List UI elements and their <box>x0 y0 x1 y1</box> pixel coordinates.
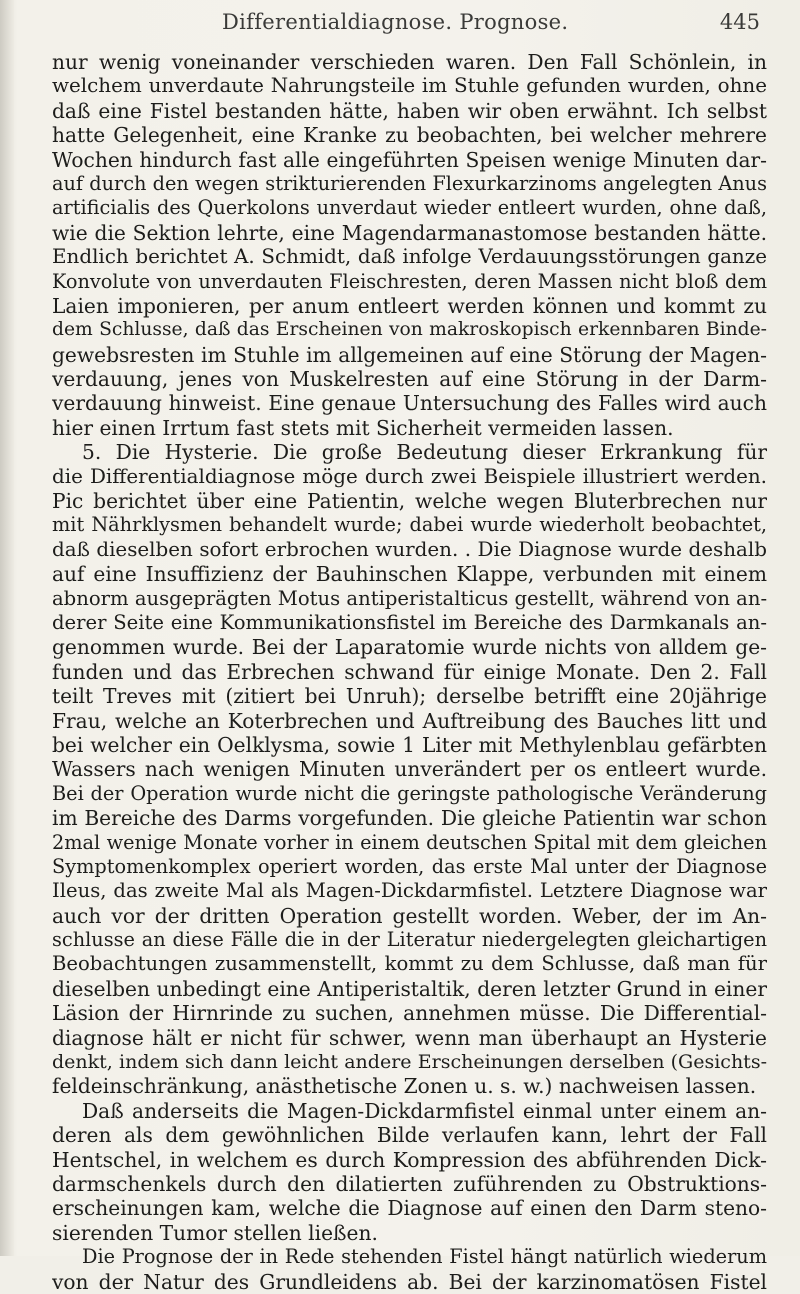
text-line: Bei der Operation wurde nicht die geringste pathologische Veränderung <box>52 781 767 805</box>
text-line: gewebsresten im Stuhle im allgemeinen auf eine Störung der Magen- <box>52 342 767 367</box>
text-line: Symptomenkomplex operiert worden, das erste Mal unter der Diagnose <box>52 854 767 878</box>
text-line: funden und das Erbrechen schwand für einige Monate. Den 2. Fall <box>52 659 767 684</box>
page-number: 445 <box>719 10 760 34</box>
text-line: derer Seite eine Kommunikationsfistel im Bereiche des Darmkanals an- <box>52 610 767 634</box>
text-line: abnorm ausgeprägten Motus antiperistalticus gestellt, während von an- <box>52 586 767 610</box>
body-text <box>52 50 767 1294</box>
text-line: 2mal wenige Monate vorher in einem deutschen Spital mit dem gleichen <box>52 830 767 854</box>
text-line: Endlich berichtet A. Schmidt, daß infolge Verdauungsstörungen ganze <box>52 245 767 269</box>
text-line: wie die Sektion lehrte, eine Magendarmanastomose bestanden hätte. <box>52 220 767 245</box>
text-line: mit Nährklysmen behandelt wurde; dabei wurde wiederholt beobachtet, <box>52 513 767 537</box>
running-header <box>52 6 772 40</box>
running-head-title: Differentialdiagnose. Prognose. <box>222 10 569 34</box>
text-line: welchem unverdaute Nahrungsteile im Stuhle gefunden wurden, ohne <box>52 74 767 98</box>
text-line: teilt Treves mit (zitiert bei Unruh); derselbe betrifft eine 20jährige <box>52 684 767 709</box>
text-line: verdauung hinweist. Eine genaue Untersuchung des Falles wird auch <box>52 391 767 416</box>
text-line: dieselben unbedingt eine Antiperistaltik, deren letzter Grund in einer <box>52 976 767 1001</box>
text-line: von der Natur des Grundleidens ab. Bei der karzinomatösen Fistel <box>52 1269 767 1294</box>
text-line: darmschenkels durch den dilatierten zuführenden zu Obstruktions- <box>52 1171 767 1196</box>
text-line: Wochen hindurch fast alle eingeführten Speisen wenige Minuten dar- <box>52 147 767 172</box>
text-line: im Bereiche des Darms vorgefunden. Die gleiche Patientin war schon <box>52 806 767 831</box>
text-line: artificialis des Querkolons unverdaut wieder entleert wurden, ohne daß, <box>52 196 767 220</box>
text-line: Läsion der Hirnrinde zu suchen, annehmen müsse. Die Differential- <box>52 1001 767 1026</box>
page-gutter-shadow <box>0 0 14 1256</box>
text-line: genommen wurde. Bei der Laparatomie wurde nichts von alldem ge- <box>52 635 767 660</box>
text-line: erscheinungen kam, welche die Diagnose auf einen den Darm steno- <box>52 1196 767 1221</box>
text-line: daß dieselben sofort erbrochen wurden. . Die Diagnose wurde deshalb <box>52 537 767 561</box>
text-line: die Differentialdiagnose möge durch zwei Beispiele illustriert werden. <box>52 464 767 488</box>
text-line: Wassers nach wenigen Minuten unverändert per os entleert wurde. <box>52 757 767 782</box>
text-line: sierenden Tumor stellen ließen. <box>52 1220 378 1245</box>
text-line: Beobachtungen zusammenstellt, kommt zu dem Schlusse, daß man für <box>52 952 767 976</box>
text-line: hatte Gelegenheit, eine Kranke zu beobachten, bei welcher mehrere <box>52 123 767 148</box>
text-line: auch vor der dritten Operation gestellt worden. Weber, der im An- <box>52 903 767 928</box>
text-line: daß eine Fistel bestanden hätte, haben wir oben erwähnt. Ich selbst <box>52 98 767 123</box>
text-line: hier einen Irrtum fast stets mit Sicherheit vermeiden lassen. <box>52 415 674 440</box>
text-line: nur wenig voneinander verschieden waren. Den Fall Schönlein, in <box>52 50 767 74</box>
text-line: Ileus, das zweite Mal als Magen-Dickdarmfistel. Letztere Diagnose war <box>52 879 767 903</box>
text-line: Die Prognose der in Rede stehenden Fistel hängt natürlich wiederum <box>82 1245 767 1269</box>
text-line: auf eine Insuffizienz der Bauhinschen Klappe, verbunden mit einem <box>52 562 767 587</box>
text-line: Pic berichtet über eine Patientin, welche wegen Bluterbrechen nur <box>52 489 767 514</box>
text-line: deren als dem gewöhnlichen Bilde verlaufen kann, lehrt der Fall <box>52 1123 767 1148</box>
text-line: verdauung, jenes von Muskelresten auf eine Störung in der Darm- <box>52 367 767 392</box>
text-line: Konvolute von unverdauten Fleischresten, deren Massen nicht bloß dem <box>52 269 767 293</box>
text-line: bei welcher ein Oelklysma, sowie 1 Liter mit Methylenblau gefärbten <box>52 732 767 757</box>
text-line: Laien imponieren, per anum entleert werden können und kommt zu <box>52 293 767 318</box>
text-line: 5. Die Hysterie. Die große Bedeutung dieser Erkrankung für <box>82 440 767 465</box>
text-line: denkt, indem sich dann leicht andere Erscheinungen derselben (Gesichts- <box>52 1051 767 1074</box>
text-line: dem Schlusse, daß das Erscheinen von makroskopisch erkennbaren Binde- <box>52 319 767 341</box>
text-line: diagnose hält er nicht für schwer, wenn man überhaupt an Hysterie <box>52 1025 767 1050</box>
text-line: Frau, welche an Koterbrechen und Auftreibung des Bauches litt und <box>52 708 767 733</box>
text-line: schlusse an diese Fälle die in der Literatur niedergelegten gleichartigen <box>52 928 767 952</box>
text-line: feldeinschränkung, anästhetische Zonen u. s. w.) nachweisen lassen. <box>52 1074 757 1099</box>
text-line: auf durch den wegen strikturierenden Flexurkarzinoms angelegten Anus <box>52 171 767 195</box>
text-line: Hentschel, in welchem es durch Kompression des abführenden Dick- <box>52 1147 767 1172</box>
text-line: Daß anderseits die Magen-Dickdarmfistel einmal unter einem an- <box>82 1098 767 1123</box>
